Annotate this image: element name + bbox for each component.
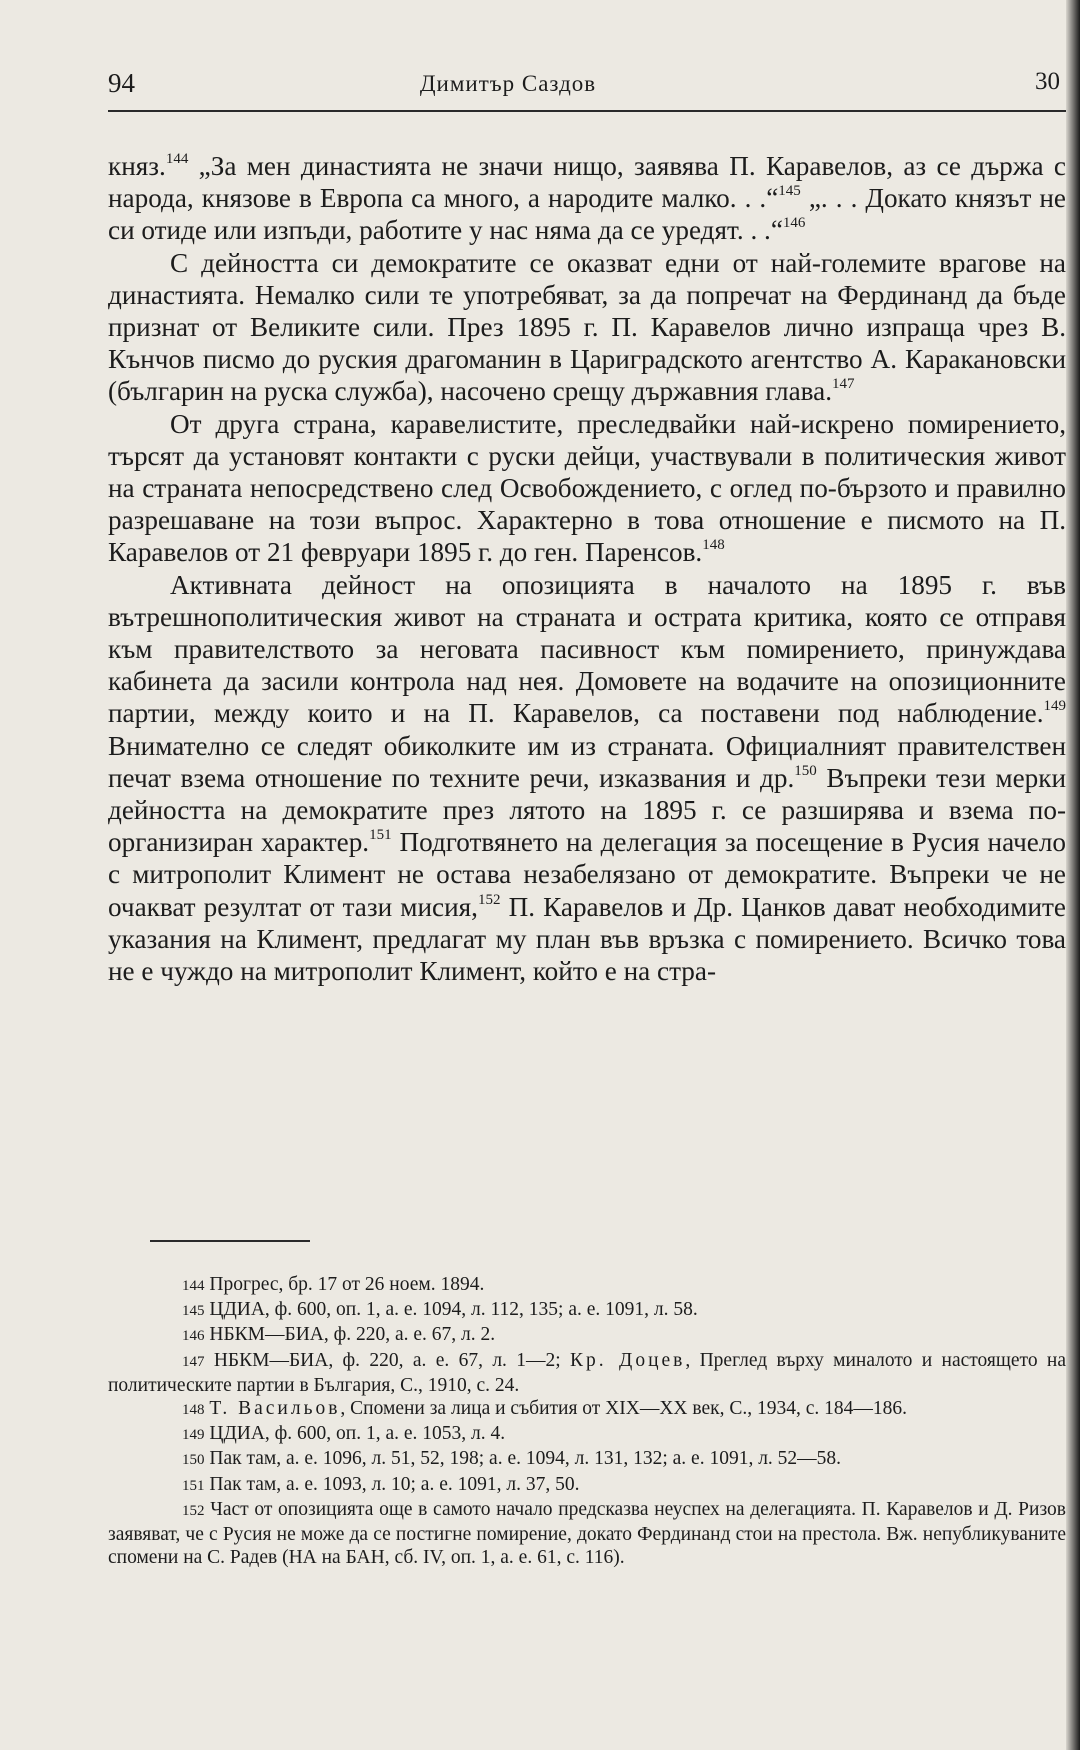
footnote-text: , Спомени за лица и събития от XIX—XX век, С., 1934, с. 184—186. bbox=[340, 1398, 908, 1420]
footnote-ref: 145 bbox=[778, 183, 801, 200]
footnotes bbox=[108, 1273, 1066, 1569]
text-run: Въпреки тези мерки дейността на демократите през лятото на 1895 г. се разширява и взема по-организиран характер. bbox=[108, 762, 1066, 858]
footnote-ref: 150 bbox=[794, 762, 817, 779]
text-run: От друга страна, каравелистите, преследвайки най-искрено помирението, търсят да установят контакти с руски дейци, участвували в политическия живот на страната непосредствено след Освобождението, с оглед по-бързото и правилно разрешаване на този въпрос. Характерно в това отношение е писмото на П. Каравелов от 21 февруари 1895 г. до ген. Паренсов. bbox=[108, 408, 1066, 568]
text-run: княз. bbox=[108, 151, 166, 181]
footnote-author: Кр. Доцев bbox=[570, 1349, 686, 1371]
footnote-ref: 151 bbox=[369, 827, 392, 844]
text-run: Подготвянето на делегация за посещение в Русия начело с митрополит Климент не остава незабелязано от демократите. Въпреки че не очакват резултат от тази мисия, bbox=[108, 827, 1066, 922]
footnote-150 bbox=[108, 1447, 1066, 1472]
footnote-text: Пак там, а. е. 1093, л. 10; а. е. 1091, л. 37, 50. bbox=[209, 1473, 580, 1495]
text-run: Активната дейност на опозицията в началото на 1895 г. във вътрешнополитическия живот на страната и острата критика, която се отправя към правителството за неговата пасивност към помирението, принуждава кабинета да засили контрола над нея. Домовете на водачите на опозиционните партии, между които и на П. Каравелов, са поставени под наблюдение. bbox=[108, 569, 1066, 729]
book-spine-shadow bbox=[1066, 0, 1080, 1750]
paragraph-3 bbox=[108, 408, 1066, 569]
footnote-147 bbox=[108, 1349, 1066, 1397]
footnote-text: ЦДИА, ф. 600, оп. 1, а. е. 1094, л. 112, 135; а. е. 1091, л. 58. bbox=[209, 1299, 698, 1321]
footnote-146 bbox=[108, 1323, 1066, 1348]
footnote-text: НБКМ—БИА, ф. 220, а. е. 67, л. 2. bbox=[209, 1324, 496, 1346]
page-number: 94 bbox=[108, 68, 135, 98]
footnote-ref: 147 bbox=[832, 376, 855, 393]
footnote-text: ЦДИА, ф. 600, оп. 1, а. е. 1053, л. 4. bbox=[209, 1423, 506, 1445]
text-run: Внимателно се следят обиколките им из страната. Официалният правителствен печат взема отношение по техните речи, изказвания и др. bbox=[108, 730, 1066, 793]
header-rule bbox=[108, 110, 1066, 112]
text-run: „. . . Докато князът не си отиде или изпъди, работите у нас няма да се уредят. . .“ bbox=[108, 183, 1067, 246]
footnote-text: НБКМ—БИА, ф. 220, а. е. 67, л. 1—2; bbox=[213, 1349, 571, 1371]
side-page-number: 30 bbox=[1035, 68, 1060, 95]
paragraph-1 bbox=[108, 150, 1066, 247]
footnote-144 bbox=[108, 1273, 1066, 1298]
footnote-author: Т. Васильов bbox=[209, 1398, 341, 1420]
footnote-152 bbox=[108, 1498, 1066, 1570]
footnote-number: 144 bbox=[182, 1278, 205, 1294]
text-run: С дейността си демократите се оказват едни от най-големите врагове на династията. Немалко сили те употребяват, за да попречат на Фердинанд да бъде признат от Великите сили. През 1895 г. П. Каравелов лично изпраща чрез В. Кънчов писмо до руския драгоманин в Цариградското агентство А. Каракановски (българин на руска служба), насочено срещу държавния глава. bbox=[108, 247, 1066, 407]
footnote-148 bbox=[108, 1397, 1066, 1422]
footnote-text: , Преглед върху миналото и настоящето на политическите партии в България, С., 1910, с. 24. bbox=[108, 1349, 1067, 1396]
footnote-ref: 149 bbox=[1043, 698, 1066, 715]
footnote-ref: 146 bbox=[782, 215, 806, 232]
footnote-number: 152 bbox=[182, 1502, 205, 1519]
paragraph-4 bbox=[108, 569, 1066, 988]
footnote-text: Част от опозицията още в самото начало предсказва неуспех на делегацията. П. Каравелов и Д. Ризов заявяват, че с Русия не може да се постигне помирение, докато Фердинанд стои на престола. Вж. непубликуваните спомени на С. Радев (НА на БАН, сб. IV, оп. 1, а. е. 61, с. 116). bbox=[108, 1498, 1067, 1569]
footnote-number: 147 bbox=[182, 1353, 205, 1370]
footnote-number: 151 bbox=[182, 1477, 205, 1494]
footnote-number: 148 bbox=[182, 1402, 205, 1419]
main-text bbox=[108, 150, 1066, 987]
footnote-number: 146 bbox=[182, 1328, 205, 1345]
footnote-ref: 148 bbox=[702, 537, 725, 554]
footnote-text: Пак там, а. е. 1096, л. 51, 52, 198; а. е. 1094, л. 131, 132; а. е. 1091, л. 52—58. bbox=[209, 1448, 842, 1470]
footnote-149 bbox=[108, 1422, 1066, 1447]
running-title: Димитър Саздов bbox=[419, 71, 597, 96]
page-header bbox=[108, 68, 1066, 108]
footnote-separator bbox=[150, 1240, 310, 1242]
paragraph-2 bbox=[108, 247, 1066, 408]
footnote-number: 145 bbox=[182, 1303, 205, 1320]
footnote-text: Прогрес, бр. 17 от 26 ноем. 1894. bbox=[209, 1274, 485, 1295]
footnote-145 bbox=[108, 1298, 1066, 1323]
text-run: П. Каравелов и Др. Цанков дават необходимите указания на Климент, предлагат му план във връзка с помирението. Всичко това не е чуждо на митрополит Климент, който е на стра- bbox=[108, 891, 1066, 987]
footnote-ref: 152 bbox=[477, 891, 501, 908]
footnote-number: 150 bbox=[182, 1452, 205, 1469]
footnote-ref: 144 bbox=[165, 151, 189, 167]
footnote-151 bbox=[108, 1473, 1066, 1498]
footnote-number: 149 bbox=[182, 1427, 205, 1444]
text-run: „За мен династията не значи нищо, заявява П. Каравелов, аз се държа с народа, князове в Европа са много, а народите малко. . .“ bbox=[108, 151, 1066, 214]
